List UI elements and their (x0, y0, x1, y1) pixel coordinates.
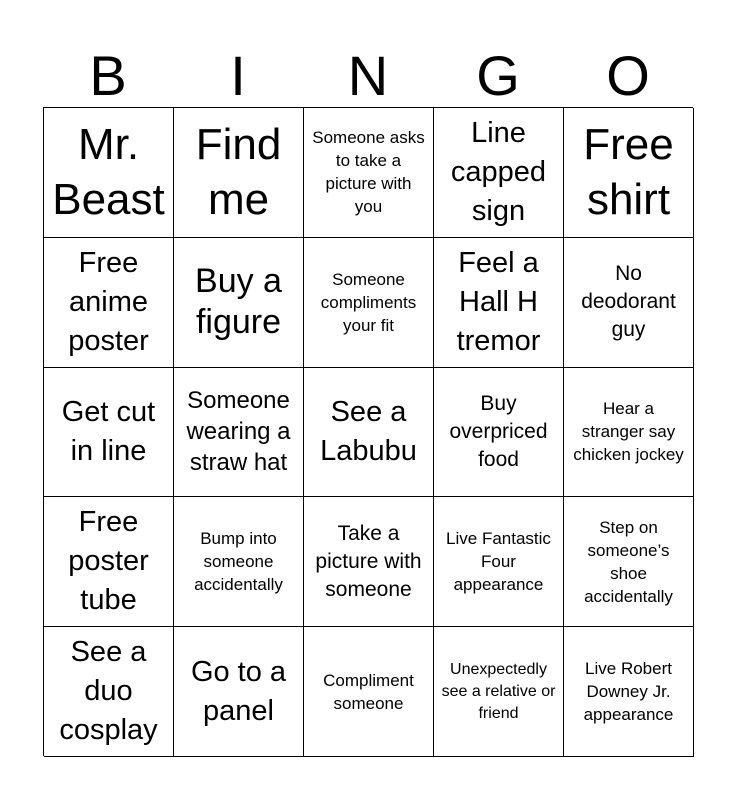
bingo-cell[interactable] (564, 627, 694, 757)
bingo-cell[interactable] (174, 238, 304, 368)
cell-text: Hear a stranger say chicken jockey (573, 399, 684, 465)
bingo-cell[interactable] (304, 108, 434, 238)
header-letter-g: G (476, 44, 520, 107)
cell-text: Free anime poster (68, 246, 149, 357)
bingo-cell[interactable] (564, 368, 694, 498)
bingo-cell[interactable] (174, 497, 304, 627)
bingo-cell[interactable] (44, 108, 174, 238)
cell-text: Go to a panel (190, 655, 287, 727)
bingo-cell[interactable] (304, 627, 434, 757)
bingo-cell[interactable] (304, 238, 434, 368)
bingo-cell[interactable] (44, 627, 174, 757)
bingo-cell[interactable] (174, 108, 304, 238)
bingo-cell[interactable] (174, 368, 304, 498)
bingo-cell[interactable] (44, 238, 174, 368)
bingo-cell[interactable] (304, 497, 434, 627)
header-letter-i: I (230, 44, 246, 107)
cell-text: Bump into someone accidentally (194, 529, 283, 595)
header-letter-o: O (606, 44, 650, 107)
bingo-cell[interactable] (44, 368, 174, 498)
bingo-cell[interactable] (434, 627, 564, 757)
bingo-header (43, 44, 693, 108)
cell-text: Line capped sign (450, 116, 547, 227)
bingo-cell[interactable] (174, 627, 304, 757)
cell-text: Feel a Hall H tremor (456, 246, 541, 357)
cell-text: Someone compliments your fit (320, 269, 417, 335)
cell-text: No deodorant guy (581, 262, 676, 342)
bingo-cell[interactable] (434, 108, 564, 238)
bingo-cell[interactable] (564, 497, 694, 627)
cell-text: Unexpectedly see a relative or friend (441, 660, 556, 722)
bingo-cell[interactable] (434, 238, 564, 368)
bingo-cell[interactable] (564, 108, 694, 238)
bingo-grid (43, 107, 693, 756)
cell-text: Take a picture with someone (315, 521, 422, 601)
cell-text: Buy a figure (195, 262, 282, 342)
cell-text: Live Fantastic Four appearance (446, 529, 551, 595)
cell-text: See a Labubu (320, 395, 417, 467)
cell-text: Free shirt (583, 120, 674, 225)
header-letter-b: B (89, 44, 127, 107)
bingo-cell[interactable] (434, 497, 564, 627)
cell-text: Live Robert Downey Jr. appearance (583, 659, 674, 725)
cell-text: Buy overpriced food (449, 391, 548, 471)
cell-text: Someone asks to take a picture with you (312, 128, 425, 217)
header-letter-n: N (347, 44, 389, 107)
cell-text: Mr. Beast (52, 120, 165, 225)
cell-text: Someone wearing a straw hat (186, 387, 291, 477)
cell-text: Step on someone’s shoe accidentally (584, 517, 673, 606)
bingo-cell[interactable] (434, 368, 564, 498)
cell-text: Compliment someone (323, 670, 414, 713)
cell-text: See a duo cosplay (59, 636, 158, 747)
cell-text: Get cut in line (61, 395, 156, 467)
bingo-cell[interactable] (304, 368, 434, 498)
bingo-cell[interactable] (44, 497, 174, 627)
cell-text: Find me (195, 120, 282, 225)
bingo-cell[interactable] (564, 238, 694, 368)
cell-text: Free poster tube (68, 506, 149, 617)
